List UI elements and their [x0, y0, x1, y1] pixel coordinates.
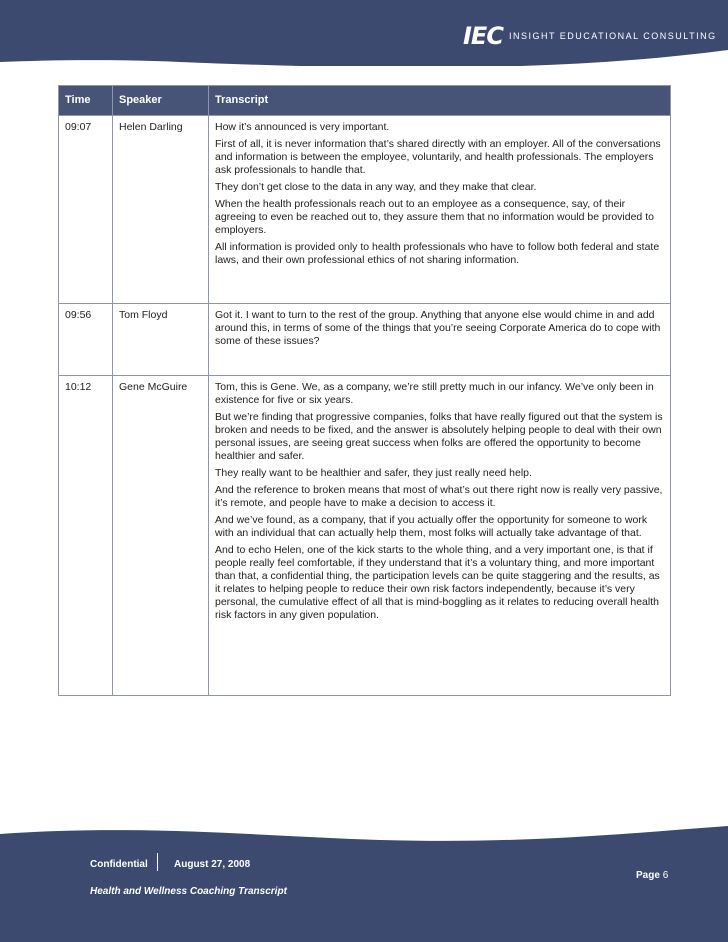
- transcript-paragraph: And we’ve found, as a company, that if you actually offer the opportunity for someone to work with an individual that can actually help them, most folks will actually take advantage of that.: [215, 514, 648, 539]
- transcript-paragraph: All information is provided only to health professionals who have to follow both federal and state laws, and their own professional ethics of not sharing information.: [215, 241, 660, 266]
- transcript-paragraph: And to echo Helen, one of the kick starts to the whole thing, and a very important one, is that if people really feel comfortable, if they understand that it’s a voluntary thing, and more important than that, a confidential thing, the participation levels can be quite staggering and the results, as it relates to helping people to reduce their own risk factors independently, because it’s very personal, the cumulative effect of all that is mind-boggling as it relates to reducing overall health risk factors in any given population.: [215, 544, 660, 621]
- page-number: [636, 870, 668, 881]
- time-cell: 09:56: [59, 304, 113, 376]
- speaker-cell: Gene McGuire: [113, 376, 209, 696]
- time-cell: 10:12: [59, 376, 113, 696]
- transcript-cell: [209, 376, 671, 696]
- table-header-row: [59, 86, 671, 116]
- transcript-paragraph: They don’t get close to the data in any way, and they make that clear.: [215, 181, 537, 193]
- transcript-paragraph: But we’re finding that progressive companies, folks that have really figured out that the system is broken and needs to be fixed, and the answer is absolutely helping people to deal with their own personal issues, are seeing great success when folks are offered the opportunity to become healthier and safer.: [215, 411, 663, 462]
- logo-text: INSIGHT EDUCATIONAL CONSULTING: [508, 31, 717, 41]
- transcript-paragraph: How it’s announced is very important.: [215, 121, 390, 133]
- transcript-paragraph: Got it. I want to turn to the rest of the group. Anything that anyone else would chime in and add around this, in terms of some of the things that you’re seeing Corporate America do to cope with some of these issues?: [215, 309, 661, 347]
- page-label: Page: [636, 870, 660, 881]
- table-row: [59, 304, 671, 376]
- footer-divider: [157, 853, 158, 871]
- page-number-value: 6: [662, 870, 669, 881]
- logo-mark: IEC: [463, 22, 503, 50]
- transcript-paragraph: Tom, this is Gene. We, as a company, we’re still pretty much in our infancy. We’ve only been in existence for five or six years.: [215, 381, 654, 406]
- footer-date: August 27, 2008: [174, 859, 251, 870]
- column-header-time: Time: [59, 86, 113, 116]
- table-row: [59, 116, 671, 304]
- table-row: [59, 376, 671, 696]
- company-logo: [463, 22, 717, 50]
- time-cell: 09:07: [59, 116, 113, 304]
- speaker-cell: Tom Floyd: [113, 304, 209, 376]
- transcript-paragraph: First of all, it is never information that’s shared directly with an employer. All of the conversations and information is between the employee, voluntarily, and health professionals. The employers ask professionals to handle that.: [215, 138, 661, 176]
- transcript-table: [58, 85, 671, 696]
- column-header-transcript: Transcript: [209, 86, 671, 116]
- transcript-paragraph: When the health professionals reach out to an employee as a consequence, say, of their agreeing to even be reached out to, they assure them that no information would be provided to employers.: [215, 198, 654, 236]
- transcript-paragraph: And the reference to broken means that most of what’s out there right now is really very passive, it’s remote, and people have to make a decision to access it.: [215, 484, 663, 509]
- column-header-speaker: Speaker: [113, 86, 209, 116]
- footer-confidential: Confidential: [90, 859, 148, 870]
- transcript-paragraph: They really want to be healthier and safer, they just really need help.: [215, 467, 532, 479]
- transcript-cell: [209, 304, 671, 376]
- speaker-cell: Helen Darling: [113, 116, 209, 304]
- transcript-cell: [209, 116, 671, 304]
- footer-band: [0, 806, 728, 942]
- footer-document-title: Health and Wellness Coaching Transcript: [90, 886, 287, 897]
